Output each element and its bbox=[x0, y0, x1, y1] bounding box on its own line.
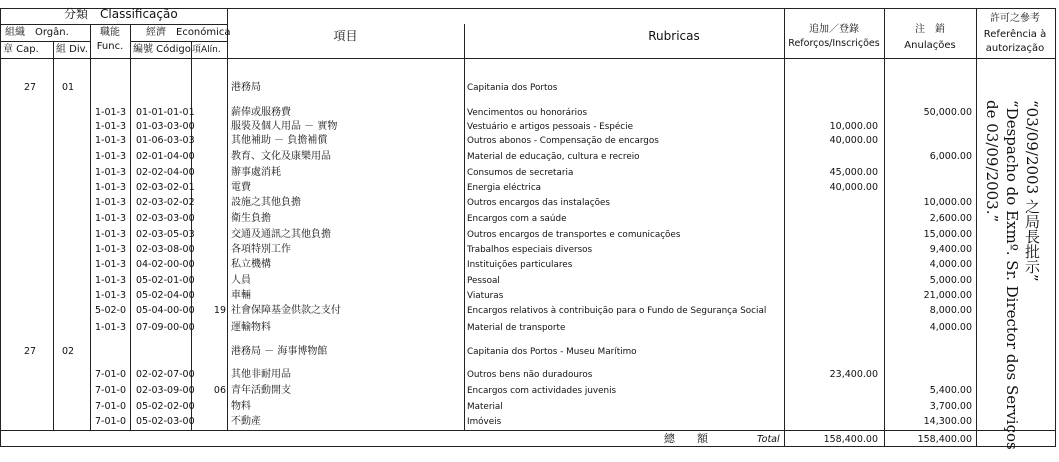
cell-rubrica: Pessoal bbox=[467, 276, 500, 286]
cell-functional: 1-01-3 bbox=[95, 135, 127, 146]
cell-rubrica: Outros bens não duradouros bbox=[467, 370, 593, 380]
cell-functional: 1-01-3 bbox=[95, 259, 127, 270]
cell-cancellation: 50,000.00 bbox=[923, 107, 972, 118]
cell-functional: 1-01-3 bbox=[95, 213, 127, 224]
cell-functional: 7-01-0 bbox=[95, 369, 127, 380]
cell-rubrica: Consumos de secretaria bbox=[467, 168, 574, 178]
cell-economic-code: 05-02-04-00 bbox=[136, 290, 195, 301]
cell-rubrica: Capitania dos Portos bbox=[467, 83, 558, 93]
cell-reinforcement: 45,000.00 bbox=[829, 167, 878, 178]
header-organic: 組織 Orgân. bbox=[5, 27, 69, 38]
cell-economic-code: 07-09-00-00 bbox=[136, 322, 195, 333]
cell-chapter: 27 bbox=[24, 82, 37, 93]
cell-functional: 1-01-3 bbox=[95, 107, 127, 118]
cell-economic-code: 02-03-02-02 bbox=[136, 197, 195, 208]
cell-item-title: 電費 bbox=[231, 182, 251, 193]
cell-cancellation: 5,000.00 bbox=[929, 275, 972, 286]
cell-item-title: 物料 bbox=[231, 401, 251, 412]
grid-line bbox=[0, 430, 1056, 431]
total-cancellations: 158,400.00 bbox=[917, 434, 972, 445]
grid-line bbox=[0, 8, 1, 447]
header-item: 項Alín. bbox=[192, 45, 221, 55]
cell-reinforcement: 40,000.00 bbox=[829, 135, 878, 146]
cell-functional: 1-01-3 bbox=[95, 167, 127, 178]
cell-rubrica: Encargos com a saúde bbox=[467, 214, 567, 224]
cell-division: 01 bbox=[62, 82, 75, 93]
cell-functional: 1-01-3 bbox=[95, 275, 127, 286]
header-authorization-zh: 許可之參考 bbox=[990, 13, 1040, 24]
cell-functional: 1-01-3 bbox=[95, 151, 127, 162]
cell-cancellation: 5,400.00 bbox=[929, 385, 972, 396]
cell-economic-code: 04-02-00-00 bbox=[136, 259, 195, 270]
cell-division: 02 bbox=[62, 346, 75, 357]
cell-rubrica: Trabalhos especiais diversos bbox=[467, 245, 593, 255]
header-authorization-pt1: Referência à bbox=[983, 29, 1047, 40]
grid-line bbox=[884, 8, 885, 447]
cell-cancellation: 3,700.00 bbox=[929, 401, 972, 412]
cell-functional: 1-01-3 bbox=[95, 290, 127, 301]
cell-cancellation: 4,000.00 bbox=[929, 259, 972, 270]
grid-line bbox=[227, 8, 228, 430]
cell-rubrica: Energia eléctrica bbox=[467, 183, 542, 193]
cell-cancellation: 4,000.00 bbox=[929, 322, 972, 333]
cell-item: 06 bbox=[213, 385, 226, 396]
cell-item-title: 教育、文化及康樂用品 bbox=[231, 151, 331, 162]
cell-rubrica: Imóveis bbox=[467, 417, 502, 427]
cell-economic-code: 05-02-01-00 bbox=[136, 275, 195, 286]
cell-economic-code: 02-02-04-00 bbox=[136, 167, 195, 178]
cell-economic-code: 01-06-03-03 bbox=[136, 135, 195, 146]
cell-item: 19 bbox=[213, 305, 226, 316]
cell-item-title: 交通及通訊之其他負擔 bbox=[231, 229, 331, 240]
cell-item-title: 辦事處消耗 bbox=[231, 167, 281, 178]
grid-line bbox=[130, 41, 227, 42]
header-functional-sub: Func. bbox=[96, 41, 124, 52]
cell-reinforcement: 40,000.00 bbox=[829, 182, 878, 193]
total-label-pt: Total bbox=[757, 434, 780, 445]
cell-rubrica: Encargos relativos à contribuição para o Fundo de Segurança Social bbox=[467, 306, 767, 316]
cell-item-title: 設施之其他負擔 bbox=[231, 197, 301, 208]
cell-item-title: 其他非耐用品 bbox=[231, 369, 291, 380]
cell-cancellation: 14,300.00 bbox=[923, 416, 972, 427]
cell-rubrica: Outros abonos - Compensação de encargos bbox=[467, 136, 659, 146]
cell-rubrica: Material de transporte bbox=[467, 323, 566, 333]
cell-economic-code: 05-04-00-00 bbox=[136, 305, 195, 316]
cell-item-title: 運輸物料 bbox=[231, 322, 271, 333]
cell-cancellation: 8,000.00 bbox=[929, 305, 972, 316]
cell-item-title: 不動產 bbox=[231, 416, 261, 427]
cell-functional: 7-01-0 bbox=[95, 385, 127, 396]
header-functional: 職能 bbox=[100, 27, 120, 38]
grid-line bbox=[1055, 8, 1056, 447]
grid-line bbox=[0, 24, 227, 25]
authorization-line-1: “03/09/2003 之局長批示” bbox=[1023, 100, 1041, 282]
cell-economic-code: 02-03-03-00 bbox=[136, 213, 195, 224]
header-authorization-pt2: autorização bbox=[985, 43, 1045, 54]
header-code: 編號 Código bbox=[133, 44, 191, 55]
authorization-line-3: de 03/09/2003.” bbox=[983, 100, 1001, 223]
grid-line bbox=[0, 58, 1056, 59]
grid-line bbox=[976, 8, 977, 447]
cell-rubrica: Material bbox=[467, 402, 503, 412]
cell-cancellation: 10,000.00 bbox=[923, 197, 972, 208]
cell-economic-code: 01-01-01-01 bbox=[136, 107, 195, 118]
cell-economic-code: 05-02-02-00 bbox=[136, 401, 195, 412]
header-reinforcements-pt: Reforços/Inscrições bbox=[788, 38, 880, 49]
cell-functional: 1-01-3 bbox=[95, 121, 127, 132]
header-reinforcements-zh: 追加／登錄 bbox=[809, 24, 859, 35]
cell-item-title: 服裝及個人用品 － 實物 bbox=[231, 121, 338, 132]
cell-rubrica: Material de educação, cultura e recreio bbox=[467, 152, 640, 162]
grid-line bbox=[0, 446, 1056, 447]
cell-functional: 1-01-3 bbox=[95, 197, 127, 208]
cell-rubrica: Vencimentos ou honorários bbox=[467, 108, 588, 118]
authorization-reference bbox=[982, 100, 1042, 450]
header-economic: 經濟 Económica bbox=[146, 27, 231, 38]
cell-rubrica: Viaturas bbox=[467, 291, 504, 301]
cell-item-title: 港務局 bbox=[231, 82, 261, 93]
cell-functional: 1-01-3 bbox=[95, 182, 127, 193]
cell-rubrica: Instituições particulares bbox=[467, 260, 573, 270]
cell-item-title: 各項特別工作 bbox=[231, 244, 291, 255]
cell-economic-code: 01-03-03-00 bbox=[136, 121, 195, 132]
cell-item-title: 私立機構 bbox=[231, 259, 271, 270]
cell-economic-code: 02-03-05-03 bbox=[136, 229, 195, 240]
cell-functional: 1-01-3 bbox=[95, 322, 127, 333]
cell-rubrica: Encargos com actividades juvenis bbox=[467, 386, 617, 396]
cell-functional: 1-01-3 bbox=[95, 229, 127, 240]
cell-item-title: 港務局 － 海事博物館 bbox=[231, 346, 328, 357]
cell-economic-code: 02-03-09-00 bbox=[136, 385, 195, 396]
header-cancellations-zh: 注 銷 bbox=[915, 24, 945, 35]
cell-rubrica: Vestuário e artigos pessoais - Espécie bbox=[467, 122, 633, 132]
cell-item-title: 人員 bbox=[231, 275, 251, 286]
cell-economic-code: 02-03-08-00 bbox=[136, 244, 195, 255]
cell-item-title: 社會保障基金供款之支付 bbox=[231, 305, 341, 316]
cell-cancellation: 2,600.00 bbox=[929, 213, 972, 224]
header-group: 組 Div. bbox=[56, 44, 88, 55]
header-item-title: 項目 bbox=[333, 29, 358, 43]
cell-rubrica: Outros encargos das instalações bbox=[467, 198, 611, 208]
grid-line bbox=[90, 41, 91, 430]
grid-line bbox=[130, 24, 131, 58]
total-reinforcements: 158,400.00 bbox=[823, 434, 878, 445]
cell-item-title: 車輛 bbox=[231, 290, 251, 301]
cell-item-title: 衛生負擔 bbox=[231, 213, 271, 224]
grid-line bbox=[53, 41, 54, 430]
cell-cancellation: 21,000.00 bbox=[923, 290, 972, 301]
total-label-zh: 總 額 bbox=[664, 432, 708, 445]
cell-functional: 1-01-3 bbox=[95, 244, 127, 255]
header-classification: 分類 Classificação bbox=[64, 7, 178, 21]
cell-item-title: 其他補助 － 負擔補償 bbox=[231, 135, 328, 146]
cell-functional: 7-01-0 bbox=[95, 416, 127, 427]
cell-cancellation: 15,000.00 bbox=[923, 229, 972, 240]
cell-economic-code: 02-03-02-01 bbox=[136, 182, 195, 193]
cell-reinforcement: 10,000.00 bbox=[829, 121, 878, 132]
cell-economic-code: 05-02-03-00 bbox=[136, 416, 195, 427]
grid-line bbox=[784, 8, 785, 447]
cell-cancellation: 6,000.00 bbox=[929, 151, 972, 162]
grid-line bbox=[464, 24, 465, 430]
cell-cancellation: 9,400.00 bbox=[929, 244, 972, 255]
cell-item-title: 青年活動開支 bbox=[231, 385, 291, 396]
cell-rubrica: Capitania dos Portos - Museu Marítimo bbox=[467, 347, 637, 357]
cell-functional: 7-01-0 bbox=[95, 401, 127, 412]
header-chapter: 章 Cap. bbox=[3, 44, 39, 55]
cell-chapter: 27 bbox=[24, 346, 37, 357]
cell-reinforcement: 23,400.00 bbox=[829, 369, 878, 380]
cell-item-title: 薪俸或服務費 bbox=[231, 107, 291, 118]
cell-rubrica: Outros encargos de transportes e comunicações bbox=[467, 230, 681, 240]
header-cancellations-pt: Anulações bbox=[904, 40, 956, 51]
authorization-line-2: “Despacho do Exmº. Sr. Director dos Serviços bbox=[1003, 100, 1021, 450]
cell-functional: 5-02-0 bbox=[95, 305, 127, 316]
grid-line bbox=[0, 41, 90, 42]
cell-economic-code: 02-02-07-00 bbox=[136, 369, 195, 380]
header-rubricas: Rubricas bbox=[648, 29, 700, 43]
cell-economic-code: 02-01-04-00 bbox=[136, 151, 195, 162]
